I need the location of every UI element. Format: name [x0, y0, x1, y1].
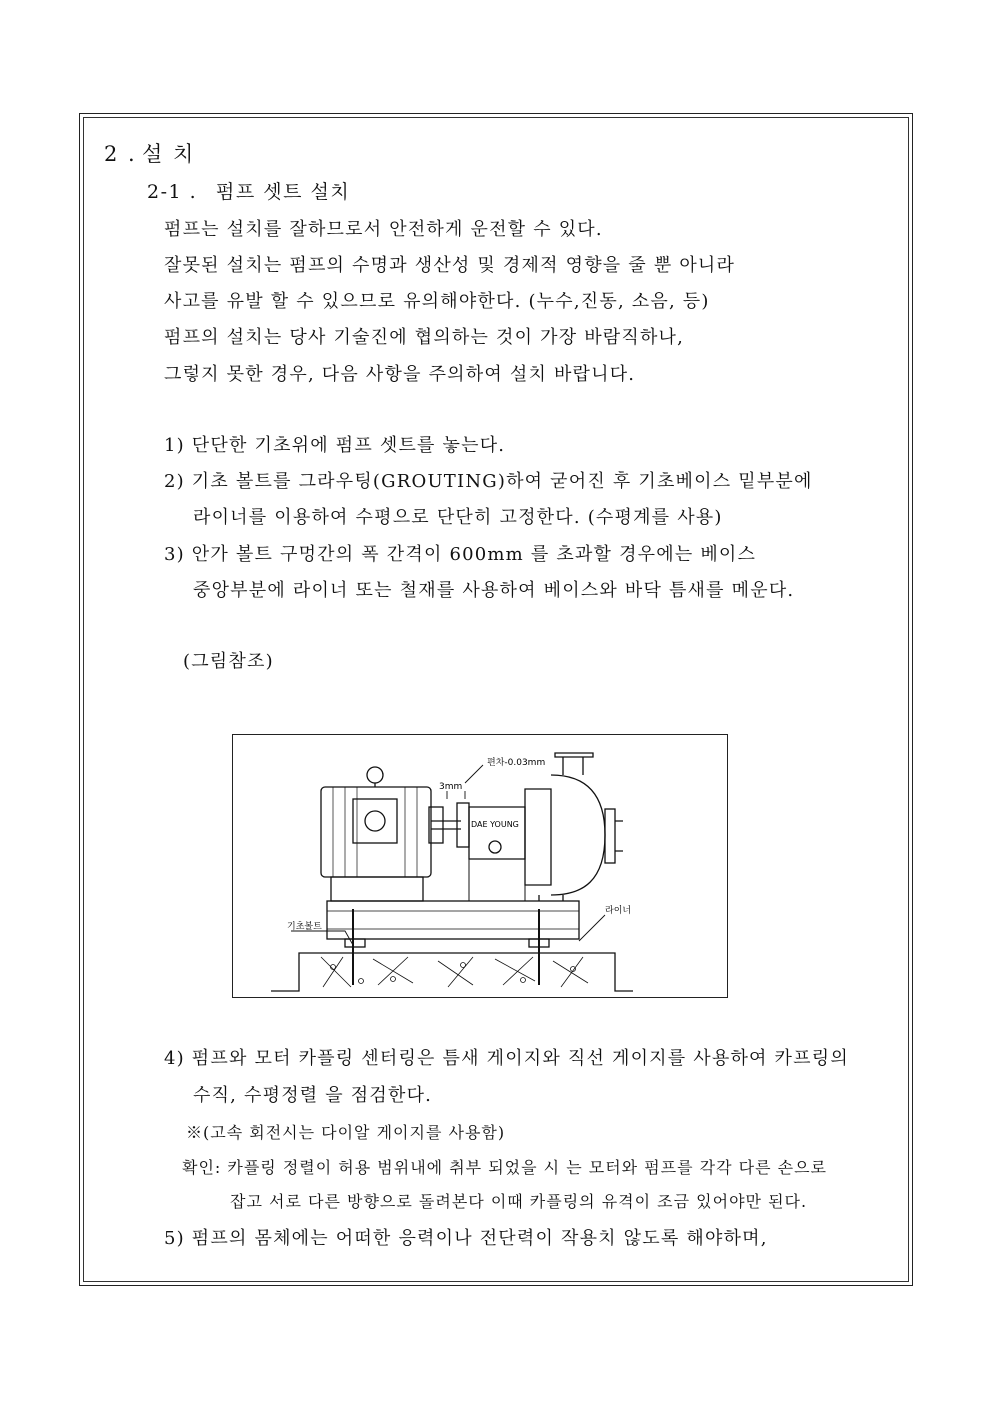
- confirm-line: 잡고 서로 다른 방향으로 돌려본다 이때 카플링의 유격이 조금 있어야만 된다.: [230, 1192, 808, 1211]
- intro-line: 펌프의 설치는 당사 기술진에 협의하는 것이 가장 바람직하나,: [164, 327, 685, 348]
- step-2-continued: 라이너를 이용하여 수평으로 단단히 고정한다. (수평계를 사용): [193, 507, 723, 528]
- bearing-frame: [469, 807, 525, 859]
- concrete-hatch: [321, 957, 588, 987]
- intro-line: 펌프는 설치를 잘하므로서 안전하게 운전할 수 있다.: [164, 219, 603, 240]
- intro-line: 잘못된 설치는 펌프의 수명과 생산성 및 경제적 영향을 줄 뿐 아니라: [164, 255, 736, 276]
- eye-bolt: [367, 767, 383, 783]
- step-5: 5) 펌프의 몸체에는 어떠한 응력이나 전단력이 작용치 않도록 해야하며,: [164, 1228, 768, 1249]
- coupling-half-pump: [457, 803, 469, 847]
- step-4-continued: 수직, 수평정렬 을 점검한다.: [193, 1085, 433, 1106]
- intro-line: 그렇지 못한 경우, 다음 사항을 주의하여 설치 바랍니다.: [164, 364, 636, 385]
- step-2: 2) 기초 볼트를 그라우팅(GROUTING)하여 굳어진 후 기초베이스 밑부분에: [164, 471, 813, 492]
- brand-label: DAE YOUNG: [471, 820, 519, 829]
- step-1: 1) 단단한 기초위에 펌프 셋트를 놓는다.: [164, 435, 506, 456]
- anchor-bolt-label: 기초볼트: [287, 922, 322, 932]
- foundation-outline: [271, 953, 633, 991]
- pump-cover: [525, 789, 551, 885]
- discharge-flange: [555, 753, 593, 775]
- confirm-line: 확인: 카플링 정렬이 허용 범위내에 취부 되었을 시 는 모터와 펌프를 각각 다른 손으로: [182, 1158, 828, 1177]
- step-3-continued: 중앙부분에 라이너 또는 철재를 사용하여 베이스와 바닥 틈새를 메운다.: [193, 580, 795, 601]
- subsection-title: 펌프 셋트 설치: [216, 181, 351, 203]
- section-number: 2 .: [104, 142, 137, 166]
- liner-left: [345, 939, 365, 947]
- section-title: 설 치: [142, 142, 196, 166]
- base-plate: [327, 901, 579, 939]
- terminal-box: [353, 799, 397, 843]
- motor-body: [321, 787, 431, 877]
- pump-drawing: [233, 735, 729, 999]
- pump-installation-figure: [232, 734, 728, 998]
- step-4: 4) 펌프와 모터 카플링 센터링은 틈새 게이지와 직선 게이지를 사용하여 카프링의: [164, 1048, 849, 1069]
- pump-volute: [551, 775, 605, 895]
- note: ※(고속 회전시는 다이알 게이지를 사용함): [186, 1123, 506, 1142]
- gap-label: 3mm: [439, 782, 463, 792]
- step-3: 3) 안가 볼트 구멍간의 폭 간격이 600mm 를 초과할 경우에는 베이스: [164, 544, 757, 565]
- subsection-number: 2-1 .: [147, 181, 198, 203]
- liner-label: 라이너: [605, 906, 632, 916]
- anchor-bolts: [353, 909, 539, 985]
- suction-flange: [605, 809, 615, 863]
- figure-reference: (그림참조): [183, 651, 274, 672]
- tolerance-label: 편차-0.03mm: [487, 758, 546, 768]
- motor-foot: [331, 877, 423, 901]
- intro-line: 사고를 유발 할 수 있으므로 유의해야한다. (누수,진동, 소음, 등): [164, 291, 710, 312]
